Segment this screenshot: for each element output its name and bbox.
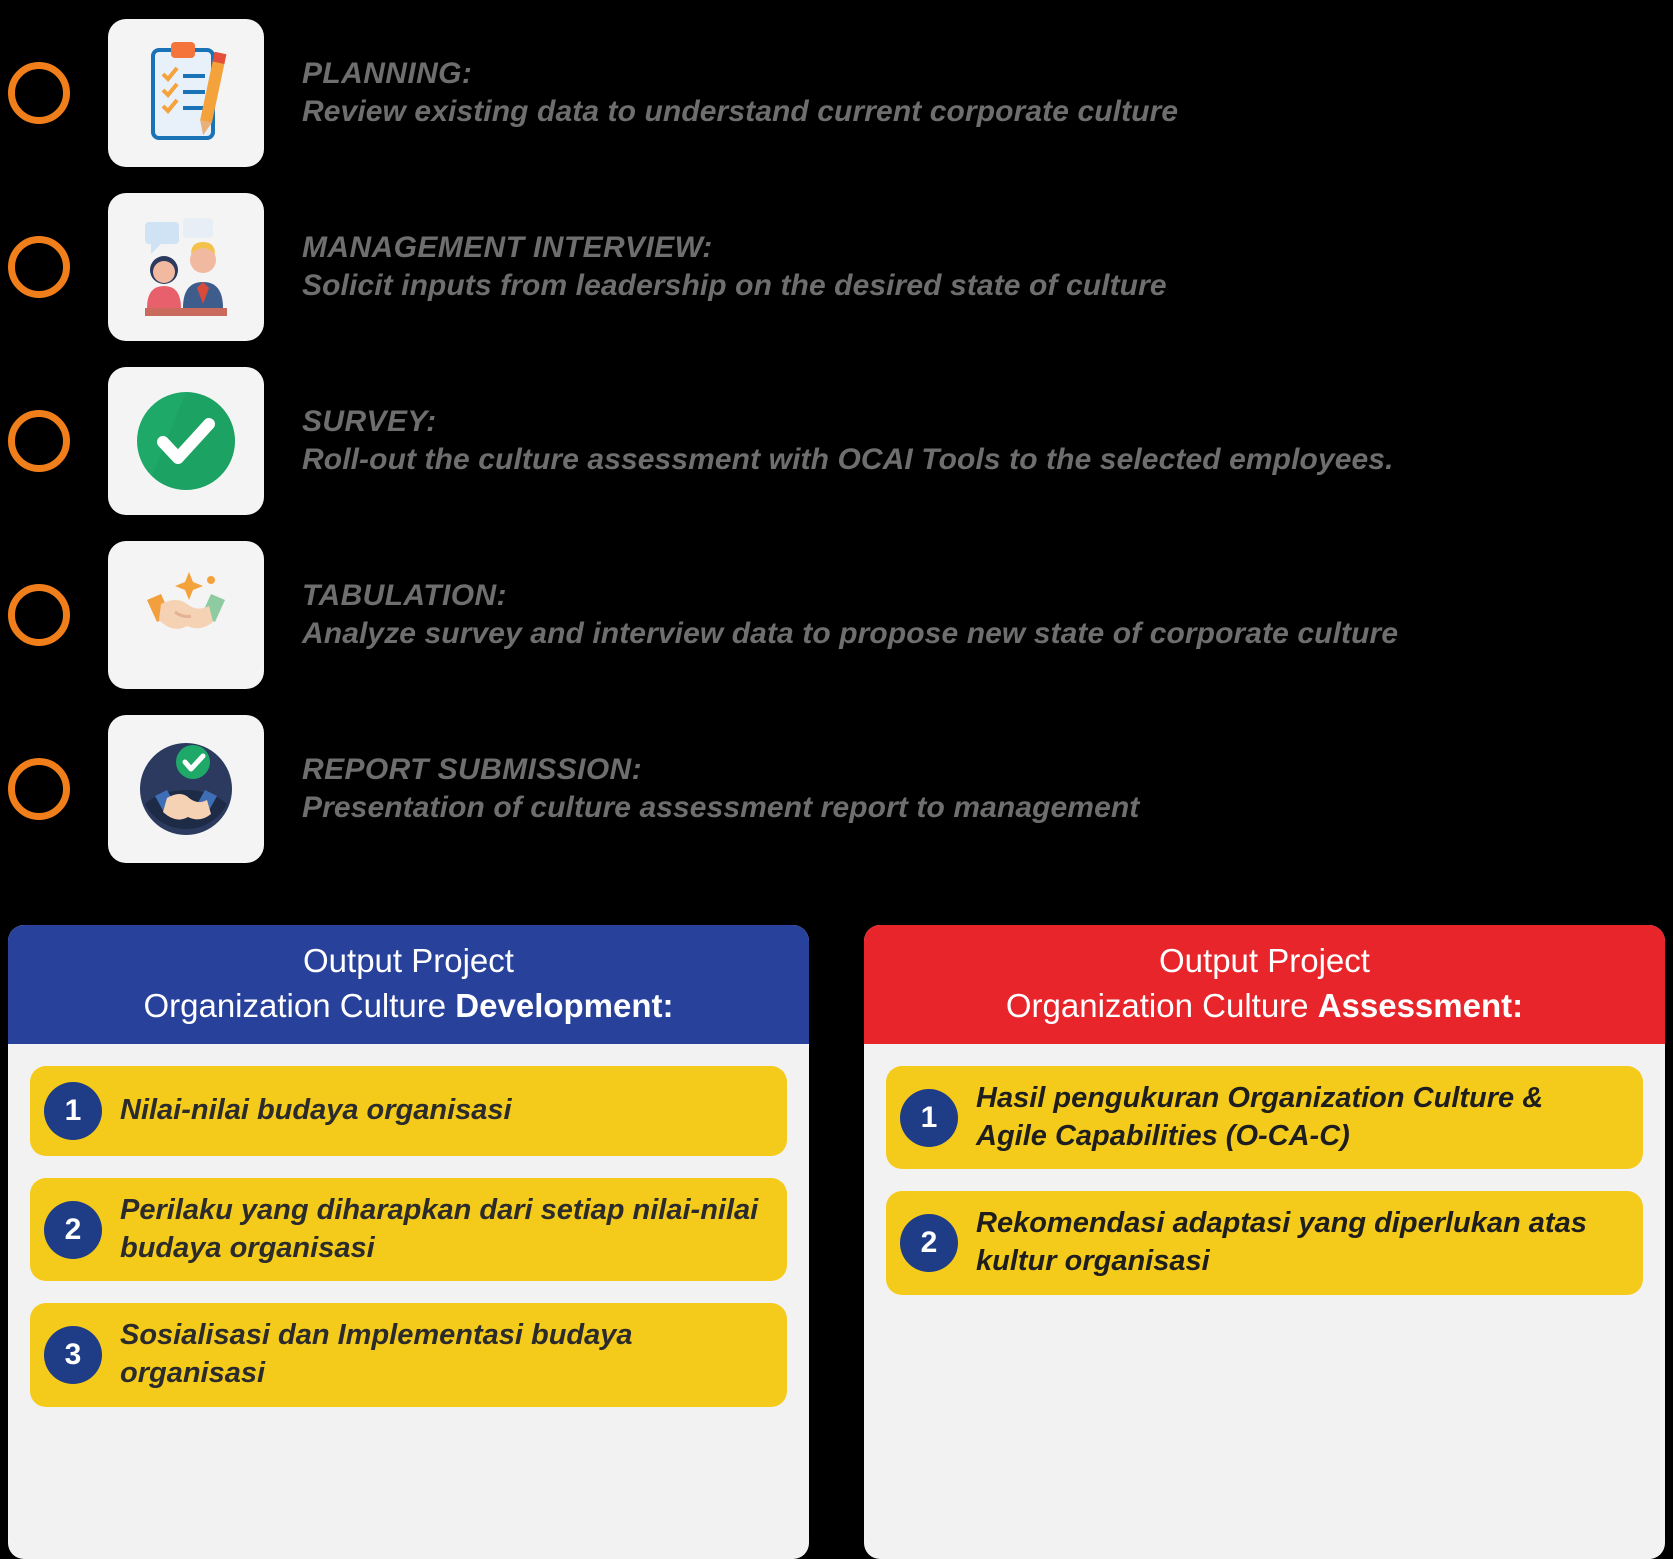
item-number: 2: [44, 1201, 102, 1259]
step-title: SURVEY:: [302, 404, 437, 438]
item-text: Perilaku yang diharapkan dari setiap nilai-nilai budaya organisasi: [120, 1194, 759, 1264]
list-item[interactable]: [30, 1303, 787, 1406]
item-number: 2: [900, 1214, 958, 1272]
panel-header-strong: Development:: [455, 986, 674, 1024]
item-number: 1: [44, 1082, 102, 1140]
step-title: MANAGEMENT INTERVIEW:: [302, 230, 713, 264]
clipboard-checklist-icon: [108, 19, 264, 167]
item-text: Sosialisasi dan Implementasi budaya organisasi: [120, 1319, 633, 1390]
step-bullet-4: [8, 584, 70, 646]
output-panels: [0, 925, 1673, 1559]
step-row: [0, 180, 1673, 354]
panel-header-line1: Output Project: [303, 942, 514, 979]
step-description: Presentation of culture assessment report to management: [302, 791, 1140, 824]
step-text: [302, 55, 1178, 132]
list-item[interactable]: [886, 1191, 1643, 1294]
handshake-badge-icon: [108, 715, 264, 863]
step-bullet-3: [8, 410, 70, 472]
step-title: TABULATION:: [302, 578, 507, 612]
step-title: PLANNING:: [302, 56, 473, 90]
item-text: Rekomendasi adaptasi yang diperlukan atas kultur organisasi: [976, 1207, 1587, 1278]
panel-header-line2: [18, 984, 799, 1029]
step-description: Analyze survey and interview data to propose new state of corporate culture: [302, 617, 1399, 650]
step-row: [0, 702, 1673, 876]
step-text: [302, 403, 1394, 480]
panel-header: [8, 925, 809, 1044]
step-bullet-2: [8, 236, 70, 298]
list-item[interactable]: [886, 1066, 1643, 1169]
panel-header-plain: Organization Culture: [1005, 986, 1318, 1024]
step-bullet-5: [8, 758, 70, 820]
step-title: REPORT SUBMISSION:: [302, 752, 643, 786]
panel-header-line2: [874, 984, 1655, 1029]
step-row: [0, 528, 1673, 702]
green-check-circle-icon: [108, 367, 264, 515]
panel-header: [864, 925, 1665, 1044]
step-text: [302, 751, 1139, 828]
panel-body: [8, 1044, 809, 1559]
step-bullet-1: [8, 62, 70, 124]
step-row: [0, 354, 1673, 528]
item-number: 3: [44, 1326, 102, 1384]
item-number: 1: [900, 1089, 958, 1147]
step-description: Review existing data to understand current corporate culture: [302, 95, 1179, 128]
list-item[interactable]: [30, 1066, 787, 1156]
step-text: [302, 229, 1167, 306]
step-description: Roll-out the culture assessment with OCAI Tools to the selected employees.: [302, 443, 1394, 476]
list-item[interactable]: [30, 1178, 787, 1281]
handshake-icon: [108, 541, 264, 689]
panel-header-plain: Organization Culture: [143, 986, 456, 1024]
panel-organization-culture-development: [8, 925, 809, 1559]
panel-header-line1: Output Project: [1159, 942, 1370, 979]
panel-body: [864, 1044, 1665, 1559]
step-text: [302, 577, 1398, 654]
item-text: Nilai-nilai budaya organisasi: [120, 1094, 512, 1127]
interview-people-icon: [108, 193, 264, 341]
step-description: Solicit inputs from leadership on the desired state of culture: [302, 269, 1167, 302]
panel-organization-culture-assessment: [864, 925, 1665, 1559]
panel-header-strong: Assessment:: [1317, 986, 1524, 1024]
item-text: Hasil pengukuran Organization Culture & Agile Capabilities (O-CA-C): [976, 1082, 1544, 1152]
step-row: [0, 6, 1673, 180]
